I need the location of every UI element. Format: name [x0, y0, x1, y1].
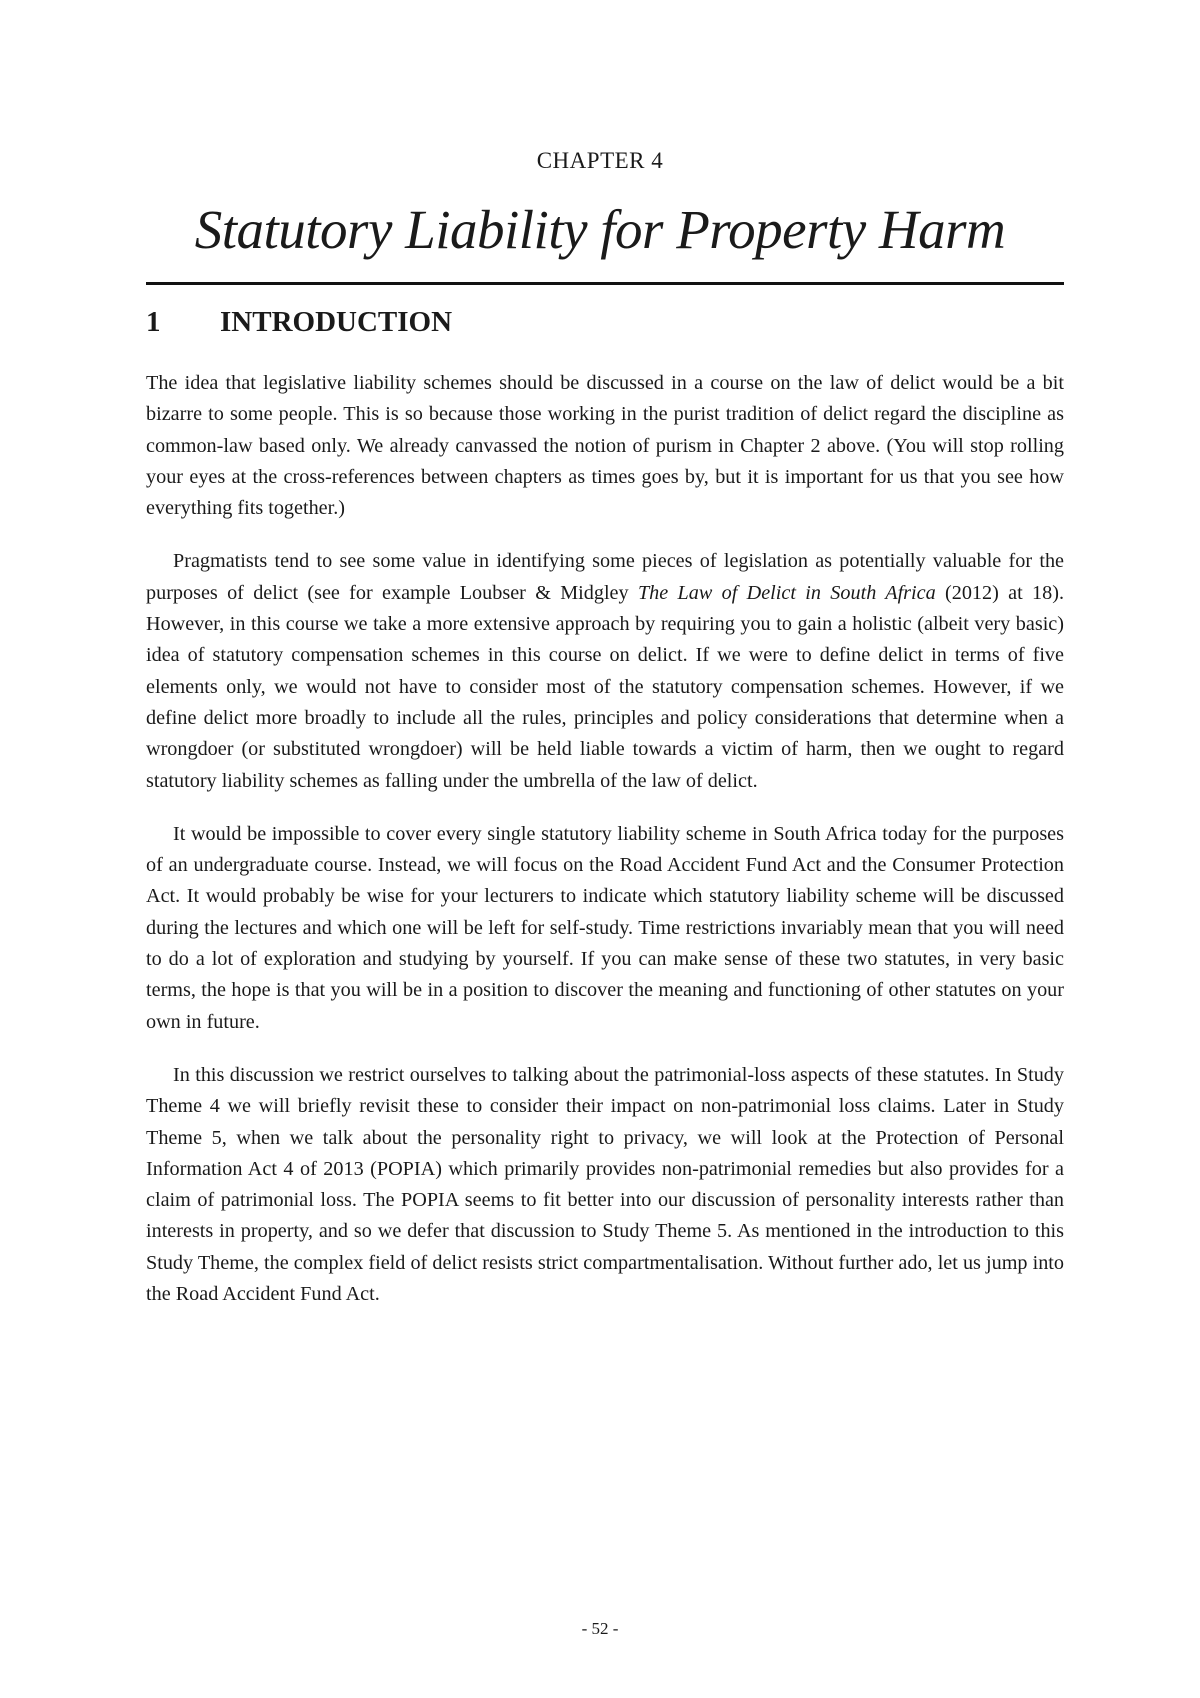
paragraph-3: It would be impossible to cover every single statutory liability scheme in South Africa today for the purposes of an undergraduate course. Instead, we will focus on the Road Accident Fund Act and the Consumer Protection Act. It would probably be wise for your lecturers to indicate which statutory liability scheme will be discussed during the lectures and which one will be left for self-study. Time restrictions invariably mean that you will need to do a lot of exploration and studying by yourself. If you can make sense of these two statutes, in very basic terms, the hope is that you will be in a position to discover the meaning and functioning of other statutes on your own in future.	[146, 822, 1064, 1033]
section-number: 1	[146, 306, 161, 338]
paragraph-1: The idea that legislative liability schemes should be discussed in a course on the law of delict would be a bit bizarre to some people. This is so because those working in the purist tradition of delict regard the discipline as common-law based only. We already canvassed the notion of purism in Chapter 2 above. (You will stop rolling your eyes at the cross-references between chapters as times goes by, but it is important for us that you see how everything fits together.)	[146, 372, 1064, 520]
section-title: INTRODUCTION	[220, 306, 453, 338]
paragraph-4: In this discussion we restrict ourselves to talking about the patrimonial-loss aspects of these statutes. In Study Theme 4 we will briefly revisit these to consider their impact on non-patrimonial loss claims. Later in Study Theme 5, when we talk about the personality right to privacy, we will look at the Protection of Personal Information Act 4 of 2013 (POPIA) which primarily provides non-patrimonial remedies but also provides for a claim of patrimonial loss. The POPIA seems to fit better into our discussion of personality interests rather than interests in property, and so we defer that discussion to Study Theme 5. As mentioned in the introduction to this Study Theme, the complex field of delict resists strict compartmentalisation. Without further ado, let us jump into the Road Accident Fund Act.	[146, 1063, 1064, 1306]
title-divider	[146, 282, 1064, 285]
paragraph-2	[146, 546, 1064, 796]
body-text	[146, 368, 1064, 1332]
book-title-citation: The Law of Delict in South Africa	[637, 581, 936, 604]
page-number: - 52 -	[581, 1619, 619, 1638]
chapter-label: CHAPTER 4	[536, 148, 664, 173]
chapter-title: Statutory Liability for Property Harm	[194, 199, 1006, 260]
paragraph-2-text-end: (2012) at 18). However, in this course we take a more extensive approach by requiring you to gain a holistic (albeit very basic) idea of statutory compensation schemes in this course on delict. If we were to define delict in terms of five elements only, we would not have to consider most of the statutory compensation schemes. However, if we define delict more broadly to include all the rules, principles and policy considerations that determine when a wrongdoer (or substituted wrongdoer) will be held liable towards a victim of harm, then we ought to regard statutory liability schemes as falling under the umbrella of the law of delict.	[146, 581, 1064, 792]
section-heading	[146, 306, 1064, 339]
paragraph-2-text-start: Pragmatists tend to see some value in identifying some pieces of legislation as potentially valuable for the purposes of delict (see for example Loubser & Midgley	[146, 550, 1064, 604]
